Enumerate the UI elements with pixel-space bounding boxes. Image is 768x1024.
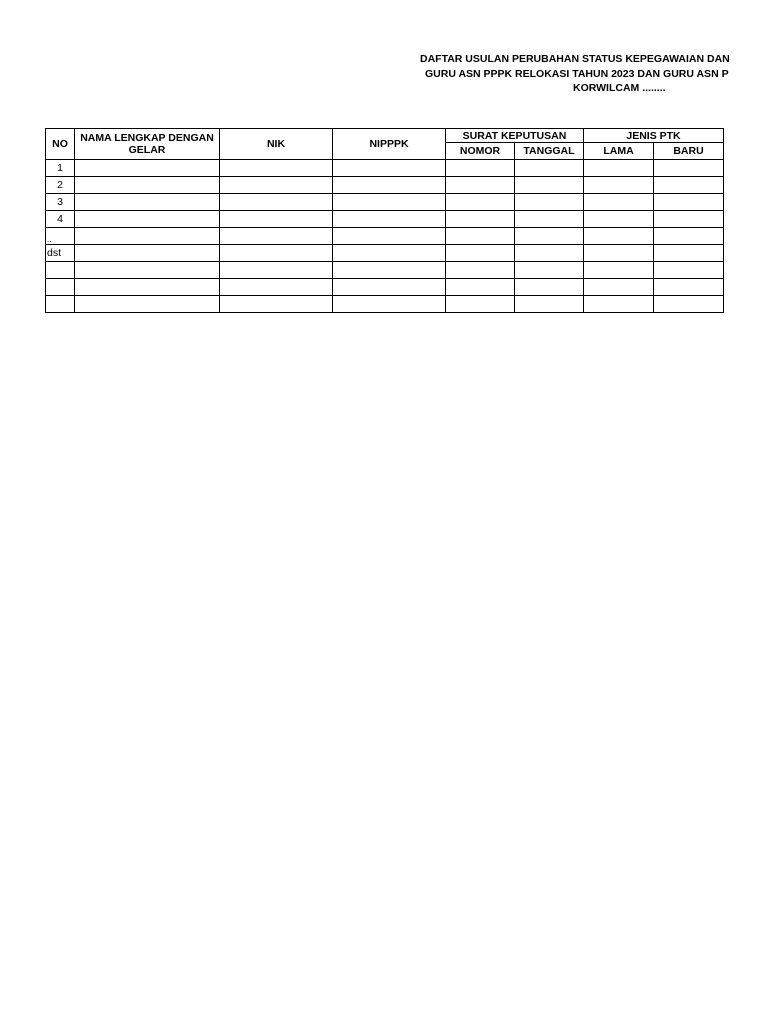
table-row [46, 228, 724, 245]
col-header-nipppk: NIPPPK [333, 129, 446, 160]
col-header-lama: LAMA [584, 143, 654, 160]
cell-nik [220, 262, 333, 279]
row-number: dst [46, 245, 75, 262]
table-row [46, 245, 724, 262]
cell-nomor [446, 160, 515, 177]
col-header-surat-keputusan: SURAT KEPUTUSAN [446, 129, 584, 143]
cell-nik [220, 279, 333, 296]
cell-nama [75, 228, 220, 245]
cell-nama [75, 211, 220, 228]
cell-nik [220, 245, 333, 262]
table-row [46, 296, 724, 313]
cell-lama [584, 245, 654, 262]
row-number [46, 262, 75, 279]
cell-baru [654, 262, 724, 279]
cell-lama [584, 177, 654, 194]
row-number: 4 [46, 211, 75, 228]
col-header-nik: NIK [220, 129, 333, 160]
cell-lama [584, 194, 654, 211]
cell-nomor [446, 228, 515, 245]
cell-baru [654, 279, 724, 296]
col-header-baru: BARU [654, 143, 724, 160]
row-number: 1 [46, 160, 75, 177]
cell-nomor [446, 177, 515, 194]
cell-nama [75, 177, 220, 194]
cell-tanggal [515, 262, 584, 279]
cell-baru [654, 228, 724, 245]
row-number [46, 296, 75, 313]
cell-nomor [446, 211, 515, 228]
cell-lama [584, 228, 654, 245]
title-line-1: DAFTAR USULAN PERUBAHAN STATUS KEPEGAWAIAN DAN [420, 53, 730, 65]
title-line-3: KORWILCAM ........ [573, 82, 666, 94]
cell-nipppk [333, 279, 446, 296]
cell-nomor [446, 296, 515, 313]
cell-tanggal [515, 177, 584, 194]
col-header-nama: NAMA LENGKAP DENGAN GELAR [75, 129, 220, 160]
cell-nomor [446, 279, 515, 296]
cell-nama [75, 194, 220, 211]
row-number [46, 279, 75, 296]
cell-baru [654, 194, 724, 211]
cell-nipppk [333, 245, 446, 262]
cell-nomor [446, 194, 515, 211]
cell-lama [584, 211, 654, 228]
col-header-nomor: NOMOR [446, 143, 515, 160]
cell-nik [220, 296, 333, 313]
cell-nipppk [333, 228, 446, 245]
cell-nomor [446, 262, 515, 279]
cell-nama [75, 296, 220, 313]
cell-nipppk [333, 160, 446, 177]
cell-nik [220, 177, 333, 194]
cell-tanggal [515, 160, 584, 177]
cell-tanggal [515, 296, 584, 313]
table-row [46, 279, 724, 296]
table-row [46, 177, 724, 194]
table-row [46, 211, 724, 228]
cell-nik [220, 211, 333, 228]
cell-nik [220, 194, 333, 211]
cell-baru [654, 245, 724, 262]
col-header-no: NO [46, 129, 75, 160]
cell-nik [220, 228, 333, 245]
cell-tanggal [515, 279, 584, 296]
row-number: 2 [46, 177, 75, 194]
cell-tanggal [515, 228, 584, 245]
cell-tanggal [515, 245, 584, 262]
cell-nipppk [333, 211, 446, 228]
row-number: .. [46, 228, 75, 245]
table-row [46, 160, 724, 177]
cell-lama [584, 279, 654, 296]
cell-baru [654, 160, 724, 177]
cell-nama [75, 160, 220, 177]
table-row [46, 262, 724, 279]
cell-nipppk [333, 177, 446, 194]
cell-baru [654, 296, 724, 313]
document-title [320, 53, 768, 95]
cell-lama [584, 160, 654, 177]
cell-baru [654, 211, 724, 228]
cell-nipppk [333, 194, 446, 211]
cell-tanggal [515, 211, 584, 228]
cell-nama [75, 245, 220, 262]
cell-nomor [446, 245, 515, 262]
cell-nipppk [333, 262, 446, 279]
cell-nipppk [333, 296, 446, 313]
cell-tanggal [515, 194, 584, 211]
cell-nama [75, 279, 220, 296]
col-header-jenis-ptk: JENIS PTK [584, 129, 724, 143]
cell-nik [220, 160, 333, 177]
cell-baru [654, 177, 724, 194]
col-header-tanggal: TANGGAL [515, 143, 584, 160]
table-row [46, 194, 724, 211]
row-number: 3 [46, 194, 75, 211]
cell-nama [75, 262, 220, 279]
title-line-2: GURU ASN PPPK RELOKASI TAHUN 2023 DAN GURU ASN P [425, 68, 729, 80]
cell-lama [584, 296, 654, 313]
cell-lama [584, 262, 654, 279]
usulan-table [45, 128, 724, 313]
